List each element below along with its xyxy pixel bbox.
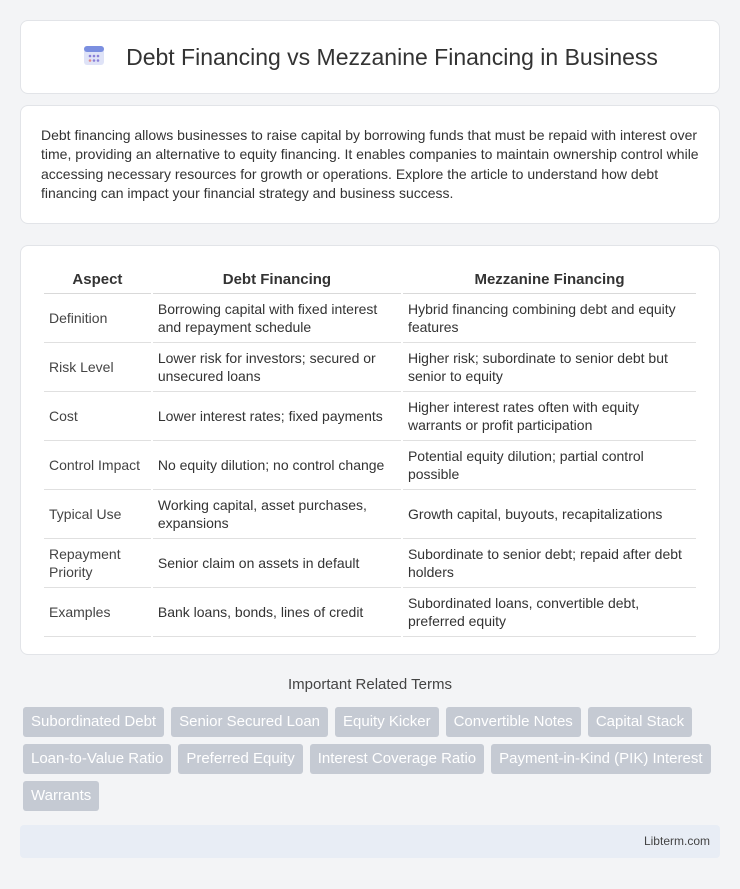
related-term-tag[interactable]: Loan-to-Value Ratio bbox=[23, 744, 171, 774]
table-row bbox=[44, 588, 696, 637]
related-term-tag[interactable]: Convertible Notes bbox=[446, 707, 581, 737]
related-term-tag[interactable]: Warrants bbox=[23, 781, 99, 811]
mezzanine-cell: Growth capital, buyouts, recapitalizations bbox=[403, 490, 696, 539]
aspect-cell: Control Impact bbox=[44, 441, 151, 490]
debt-cell: Senior claim on assets in default bbox=[153, 539, 401, 588]
table-row bbox=[44, 392, 696, 441]
intro-text: Debt financing allows businesses to raise capital by borrowing funds that must be repaid with interest over time, providing an alternative to equity financing. It enables companies to maintain ownership control while accessing necessary resources for growth or operations. Explore the article to understand how debt financing can impact your financial strategy and business success. bbox=[41, 127, 699, 202]
related-term-tag[interactable]: Capital Stack bbox=[588, 707, 692, 737]
debt-cell: Lower interest rates; fixed payments bbox=[153, 392, 401, 441]
table-row bbox=[44, 343, 696, 392]
intro-card bbox=[20, 105, 720, 224]
mezzanine-cell: Subordinate to senior debt; repaid after debt holders bbox=[403, 539, 696, 588]
related-term-tag[interactable]: Senior Secured Loan bbox=[171, 707, 328, 737]
aspect-cell: Definition bbox=[44, 294, 151, 343]
column-header: Debt Financing bbox=[153, 266, 401, 294]
aspect-cell: Risk Level bbox=[44, 343, 151, 392]
comparison-table-card bbox=[20, 245, 720, 655]
aspect-cell: Repayment Priority bbox=[44, 539, 151, 588]
column-header: Aspect bbox=[44, 266, 151, 294]
footer bbox=[20, 825, 720, 858]
mezzanine-cell: Hybrid financing combining debt and equity features bbox=[403, 294, 696, 343]
debt-cell: Borrowing capital with fixed interest and repayment schedule bbox=[153, 294, 401, 343]
mezzanine-cell: Higher risk; subordinate to senior debt but senior to equity bbox=[403, 343, 696, 392]
related-term-tag[interactable]: Preferred Equity bbox=[178, 744, 302, 774]
table-row bbox=[44, 539, 696, 588]
table-row bbox=[44, 294, 696, 343]
aspect-cell: Typical Use bbox=[44, 490, 151, 539]
debt-cell: Bank loans, bonds, lines of credit bbox=[153, 588, 401, 637]
related-terms-list bbox=[23, 707, 723, 811]
related-term-tag[interactable]: Subordinated Debt bbox=[23, 707, 164, 737]
mezzanine-cell: Higher interest rates often with equity warrants or profit participation bbox=[403, 392, 696, 441]
table-row bbox=[44, 441, 696, 490]
table-header-row bbox=[44, 266, 696, 294]
column-header: Mezzanine Financing bbox=[403, 266, 696, 294]
debt-cell: No equity dilution; no control change bbox=[153, 441, 401, 490]
mezzanine-cell: Subordinated loans, convertible debt, preferred equity bbox=[403, 588, 696, 637]
mezzanine-cell: Potential equity dilution; partial control possible bbox=[403, 441, 696, 490]
aspect-cell: Examples bbox=[44, 588, 151, 637]
comparison-table bbox=[42, 266, 698, 637]
header-card bbox=[20, 20, 720, 94]
related-terms-title: Important Related Terms bbox=[288, 676, 452, 693]
footer-brand-link[interactable]: Libterm.com bbox=[643, 834, 710, 848]
page-title: Debt Financing vs Mezzanine Financing in Business bbox=[126, 43, 658, 70]
aspect-cell: Cost bbox=[44, 392, 151, 441]
related-term-tag[interactable]: Interest Coverage Ratio bbox=[310, 744, 484, 774]
related-term-tag[interactable]: Payment-in-Kind (PIK) Interest bbox=[491, 744, 710, 774]
calendar-icon bbox=[82, 43, 106, 72]
related-term-tag[interactable]: Equity Kicker bbox=[335, 707, 439, 737]
table-row bbox=[44, 490, 696, 539]
debt-cell: Working capital, asset purchases, expansions bbox=[153, 490, 401, 539]
debt-cell: Lower risk for investors; secured or unsecured loans bbox=[153, 343, 401, 392]
